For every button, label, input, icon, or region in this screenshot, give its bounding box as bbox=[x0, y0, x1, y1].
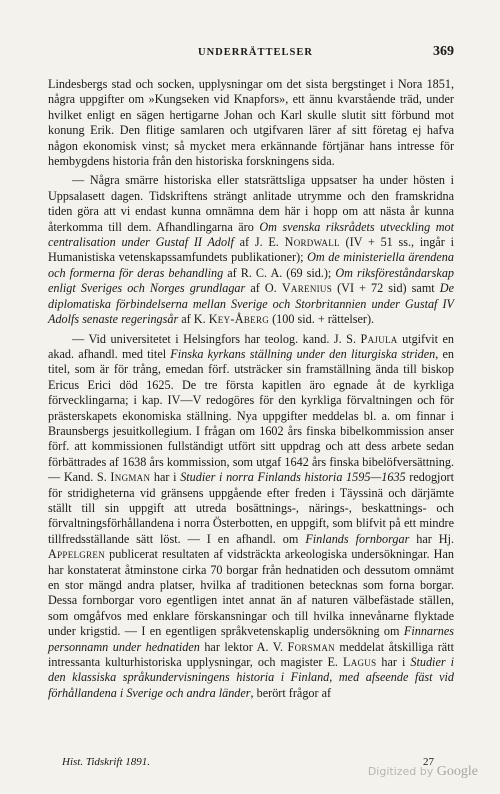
paragraph bbox=[48, 77, 454, 169]
watermark-brand: Google bbox=[436, 764, 478, 779]
body-text bbox=[48, 77, 454, 701]
page-header bbox=[48, 44, 454, 62]
italic-title: De diplomatiska förbindelserna mellan Sverige och Storbritannien under Gustaf IV Adolfs senaste regeringsår bbox=[48, 281, 454, 327]
italic-title: Finska kyrkans ställning under den liturgiska striden bbox=[170, 346, 436, 361]
author-name: Forsman bbox=[287, 639, 335, 654]
author-name: Lagus bbox=[342, 655, 377, 670]
digitization-watermark bbox=[368, 764, 478, 780]
signature-mark: Hist. Tidskrift 1891. bbox=[62, 756, 151, 768]
text-run: af J. E. bbox=[233, 235, 285, 250]
author-name: Pajula bbox=[360, 331, 398, 346]
text-run: (VI + 72 sid) samt bbox=[332, 281, 440, 296]
author-name: Varenius bbox=[281, 281, 333, 296]
text-run: redogjort för stridigheterna vid gränsens uppgående efter freden i Täyssinä och därjämte ställt till sin uppgift att utreda bosättnings-, närings-, beskattnings- och förvaltningsförhållandena i norra Österbotten, en uppgift, som blifvit på ett mindre tillfredsställande sätt löst. — I en afhandl. om bbox=[48, 470, 454, 546]
author-name: Key-Åberg bbox=[208, 312, 270, 327]
watermark-prefix: Digitized by bbox=[367, 765, 434, 778]
paragraph bbox=[48, 173, 454, 327]
italic-title: Om de ministeriella ärendena och formerna för deras behandling bbox=[48, 250, 454, 280]
text-run: har Hj. bbox=[409, 531, 455, 546]
italic-title: Om riksföreståndarskap enligt Sveriges och Norges grundlagar bbox=[48, 265, 455, 296]
italic-title: Om svenska riksrådets utveckling mot centralisation under Gustaf II Adolf bbox=[48, 219, 454, 250]
text-run: — Några smärre historiska eller statsrättsliga uppsatser ha under hösten i Uppsalasett dagen. Tidskriftens strängt anlitade utrymme och den framskridna tiden göra att vi endast kunna omnämna dem här i hopp om att nästa år kunna återkomma till dem. Afhandlingarna äro bbox=[48, 173, 454, 234]
text-run: (IV + 51 ss., ingår i Humanistiska vetenskapssamfundets publikationer); bbox=[48, 235, 454, 265]
author-name: Ingman bbox=[110, 470, 151, 485]
text-run: (100 sid. + rättelser). bbox=[269, 312, 375, 327]
text-run: af R. C. A. (69 sid.); bbox=[223, 265, 336, 280]
text-run: har i bbox=[150, 470, 181, 485]
running-head: UNDERRÄTTELSER bbox=[198, 47, 313, 58]
text-run: af O. bbox=[245, 281, 282, 296]
author-name: Appelgren bbox=[48, 547, 106, 562]
text-run: Lindesbergs stad och socken, upplysningar om det sista bergstinget i Nora 1851, några uppgifter om »Kungseken vid Knapfors», ett ännu kvarstående träd, under hvilket enligt en sägen hertigarne Johan och Karl skulle slutit sitt förbund mot konung Erik. Den flitige samlaren och utgifvaren lärer af sitt företag ej hafva någon ekonomisk vinst; så mycket mera erkännande förtjänar hans intresse för hembygdens historia från den historiska forskningens sida. bbox=[48, 77, 454, 169]
italic-title: Studier i norra Finlands historia 1595—1635 bbox=[180, 470, 406, 485]
italic-title: Finlands fornborgar bbox=[305, 531, 410, 546]
text-run: har lektor A. V. bbox=[199, 639, 288, 654]
page-number: 369 bbox=[433, 44, 454, 59]
text-run: har i bbox=[376, 655, 411, 670]
paragraph bbox=[48, 332, 454, 702]
text-run: af K. bbox=[178, 312, 209, 327]
sheet-number: 27 bbox=[423, 756, 434, 768]
text-run: , berört frågor af bbox=[250, 685, 332, 700]
text-run: , en titel, som är för trång, emedan förf. utsträcker sin framställning ända till biskop Ericus Erici död 1625. De tre första kapitlen äro egnade åt de kyrkliga förvecklingarna; i kap. IV—V redogöres för den kyrkliga förvaltningen och för prästerskapets ekonomiska ställning. Nya uppgifter meddelas bl. a. om finnar i Braunsbergs jesuitkollegium. I frågan om 1602 års finska bibelkommission anser förf. att kommissionen fullständigt utfört sitt uppdrag och att dess arbete sedan förbättrades af 1638 års kommission, som utgaf 1642 års finska bibelöfversättning. — Kand. S. bbox=[48, 346, 454, 485]
italic-title: Finnarnes personnamn under hednatiden bbox=[48, 624, 454, 654]
text-run: publicerat resultaten af vidsträckta arkeologiska undersökningar. Han har konstaterat åtminstone cirka 70 borgar från hednatiden och dessutom omnämt en stor mängd andra platser, hvilka af traditionen betecknas som forna borgar. Dessa fornborgar voro egentligen intet annat än af naturen välbefästade ställen, som omgåfvos med enklare förskansningar och till hvilka innevånarne flyktade under krigstid. — I en egentligen språkvetenskaplig undersökning om bbox=[48, 547, 454, 639]
author-name: Nordwall bbox=[284, 235, 340, 250]
text-run: meddelat åtskilliga rätt intressanta kulturhistoriska upplysningar, och magister E. bbox=[48, 639, 454, 670]
italic-title: Studier i den klassiska språkundervisningens historia i Finland, med afseende fäst vid förhållandena i Sverige och andra länder bbox=[48, 655, 454, 700]
text-run: — Vid universitetet i Helsingfors har teolog. kand. J. S. bbox=[72, 331, 361, 346]
text-run: utgifvit en akad. afhandl. med titel bbox=[48, 331, 454, 361]
